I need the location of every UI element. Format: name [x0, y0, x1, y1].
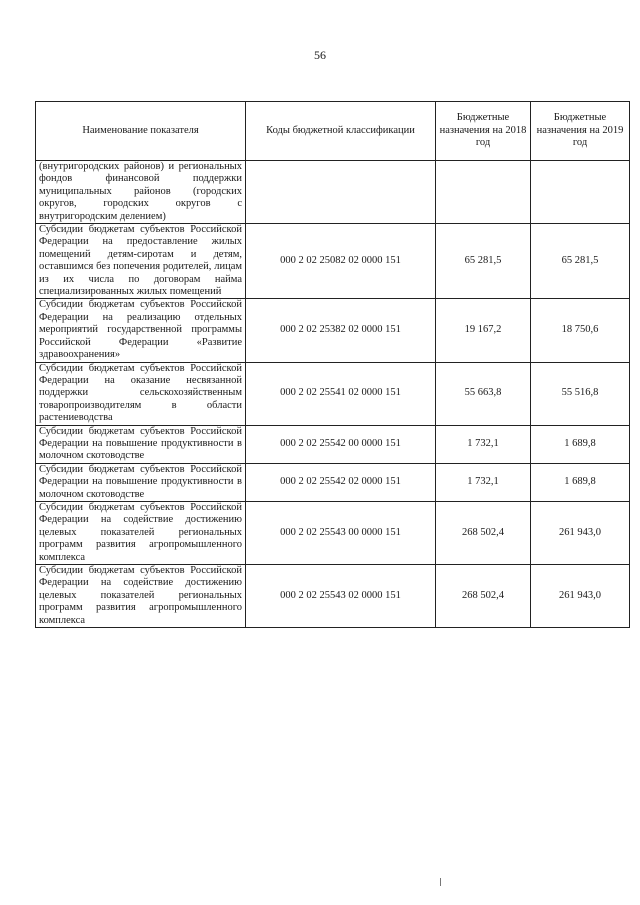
row-value-2018: 268 502,4 [436, 501, 531, 564]
header-budget-code: Коды бюджетной классификации [246, 102, 436, 161]
row-value-2019 [531, 161, 630, 224]
row-value-2018: 268 502,4 [436, 565, 531, 628]
row-budget-code: 000 2 02 25543 02 0000 151 [246, 565, 436, 628]
row-value-2018: 55 663,8 [436, 362, 531, 425]
row-budget-code: 000 2 02 25541 02 0000 151 [246, 362, 436, 425]
table-row [36, 501, 630, 564]
table-row [36, 463, 630, 501]
table-row [36, 299, 630, 362]
row-indicator-name: (внутригородских районов) и региональных фондов финансовой поддержки муниципальных районов (городских округов, городских округов с внутригородским делением) [36, 161, 246, 224]
row-budget-code: 000 2 02 25382 02 0000 151 [246, 299, 436, 362]
scan-mark [440, 878, 441, 886]
table-row [36, 362, 630, 425]
row-value-2019: 65 281,5 [531, 224, 630, 299]
row-value-2018: 65 281,5 [436, 224, 531, 299]
budget-table [35, 101, 630, 628]
row-indicator-name: Субсидии бюджетам субъектов Российской Федерации на повышение продуктивности в молочном скотоводстве [36, 425, 246, 463]
row-budget-code [246, 161, 436, 224]
row-value-2019: 1 689,8 [531, 425, 630, 463]
row-value-2019: 55 516,8 [531, 362, 630, 425]
row-value-2019: 261 943,0 [531, 501, 630, 564]
row-value-2018 [436, 161, 531, 224]
row-budget-code: 000 2 02 25543 00 0000 151 [246, 501, 436, 564]
table-row [36, 224, 630, 299]
row-value-2018: 1 732,1 [436, 425, 531, 463]
row-indicator-name: Субсидии бюджетам субъектов Российской Федерации на предоставление жилых помещений детям-сиротам и детям, оставшимся без попечения родителей, лицам из их числа по договорам найма специализированных жилых помещений [36, 224, 246, 299]
row-budget-code: 000 2 02 25542 02 0000 151 [246, 463, 436, 501]
row-indicator-name: Субсидии бюджетам субъектов Российской Федерации на оказание несвязанной поддержки сельскохозяйственным товаропроизводителям в области растениеводства [36, 362, 246, 425]
row-value-2019: 261 943,0 [531, 565, 630, 628]
page-number: 56 [314, 48, 326, 62]
row-indicator-name: Субсидии бюджетам субъектов Российской Федерации на содействие достижению целевых показателей региональных программ развития агропромышленного комплекса [36, 501, 246, 564]
header-budget-2018: Бюджетные назначения на 2018 год [436, 102, 531, 161]
row-value-2018: 1 732,1 [436, 463, 531, 501]
row-indicator-name: Субсидии бюджетам субъектов Российской Федерации на реализацию отдельных мероприятий государственной программы Российской Федерации «Развитие здравоохранения» [36, 299, 246, 362]
row-budget-code: 000 2 02 25082 02 0000 151 [246, 224, 436, 299]
row-value-2019: 1 689,8 [531, 463, 630, 501]
row-value-2018: 19 167,2 [436, 299, 531, 362]
table-row [36, 565, 630, 628]
table-row [36, 425, 630, 463]
table-row [36, 161, 630, 224]
row-indicator-name: Субсидии бюджетам субъектов Российской Федерации на содействие достижению целевых показателей региональных программ развития агропромышленного комплекса [36, 565, 246, 628]
header-budget-2019: Бюджетные назначения на 2019 год [531, 102, 630, 161]
row-indicator-name: Субсидии бюджетам субъектов Российской Федерации на повышение продуктивности в молочном скотоводстве [36, 463, 246, 501]
header-indicator-name: Наименование показателя [36, 102, 246, 161]
row-budget-code: 000 2 02 25542 00 0000 151 [246, 425, 436, 463]
row-value-2019: 18 750,6 [531, 299, 630, 362]
table-header-row [36, 102, 630, 161]
